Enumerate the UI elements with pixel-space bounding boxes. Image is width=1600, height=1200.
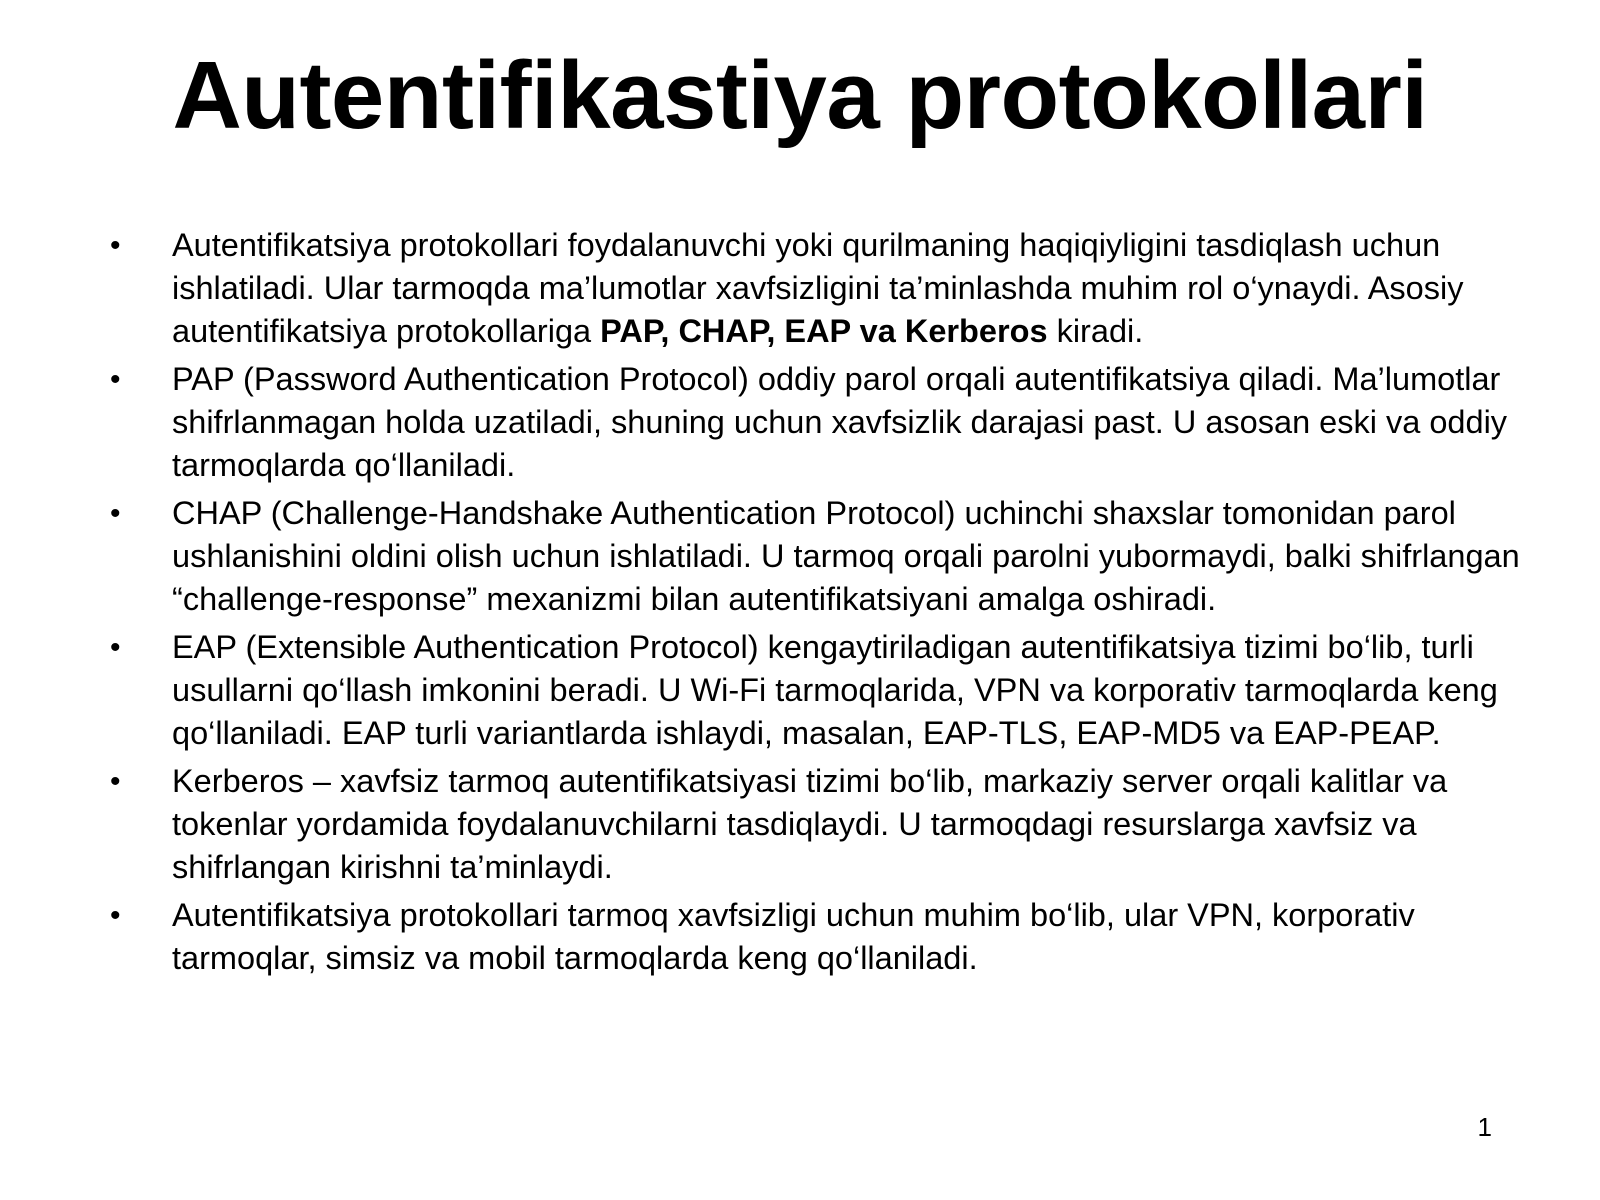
bullet-item — [0, 358, 1600, 487]
bullet-text: kiradi. — [1047, 313, 1144, 349]
bullet-text-bold: PAP, CHAP, EAP va Kerberos — [600, 313, 1048, 349]
bullet-item — [0, 224, 1600, 353]
slide-title: Autentifikastiya protokollari — [172, 42, 1428, 149]
bullet-text: Autentifikatsiya protokollari tarmoq xavfsizligi uchun muhim bo‘lib, ular VPN, korporativ tarmoqlar, simsiz va mobil tarmoqlarda keng qo‘llaniladi. — [172, 897, 1415, 976]
bullet-dot-icon: • — [110, 229, 121, 262]
bullet-list — [0, 224, 1600, 985]
page-number: 1 — [1477, 1112, 1492, 1142]
bullet-dot-icon: • — [110, 765, 121, 798]
bullet-text: EAP (Extensible Authentication Protocol) kengaytiriladigan autentifikatsiya tizimi bo‘lib, turli usullarni qo‘llash imkonini beradi. U Wi-Fi tarmoqlarida, VPN va korporativ tarmoqlarda keng qo‘llaniladi. EAP turli variantlarda ishlaydi, masalan, EAP-TLS, EAP-MD5 va EAP-PEAP. — [172, 629, 1498, 751]
bullet-text: Autentifikatsiya protokollari foydalanuvchi yoki qurilmaning haqiqiyligini tasdiqlash uchun ishlatiladi. Ular tarmoqda ma’lumotlar xavfsizligini ta’minlashda muhim rol o‘ynaydi. Asosiy autentifikatsiya protokollariga — [172, 227, 1464, 349]
bullet-dot-icon: • — [110, 497, 121, 530]
bullet-item — [0, 760, 1600, 889]
bullet-dot-icon: • — [110, 363, 121, 396]
bullet-dot-icon: • — [110, 631, 121, 664]
bullet-text: CHAP (Challenge-Handshake Authentication Protocol) uchinchi shaxslar tomonidan parol ushlanishini oldini olish uchun ishlatiladi. U tarmoq orqali parolni yubormaydi, balki shifrlangan “challenge-response” mexanizmi bilan autentifikatsiyani amalga oshiradi. — [172, 495, 1520, 617]
bullet-text: PAP (Password Authentication Protocol) oddiy parol orqali autentifikatsiya qiladi. Ma’lumotlar shifrlanmagan holda uzatiladi, shuning uchun xavfsizlik darajasi past. U asosan eski va oddiy tarmoqlarda qo‘llaniladi. — [172, 361, 1508, 483]
bullet-item — [0, 894, 1600, 980]
bullet-item — [0, 626, 1600, 755]
bullet-text: Kerberos – xavfsiz tarmoq autentifikatsiyasi tizimi bo‘lib, markaziy server orqali kalitlar va tokenlar yordamida foydalanuvchilarni tasdiqlaydi. U tarmoqdagi resurslarga xavfsiz va shifrlangan kirishni ta’minlaydi. — [172, 763, 1448, 885]
bullet-dot-icon: • — [110, 899, 121, 932]
bullet-item — [0, 492, 1600, 621]
